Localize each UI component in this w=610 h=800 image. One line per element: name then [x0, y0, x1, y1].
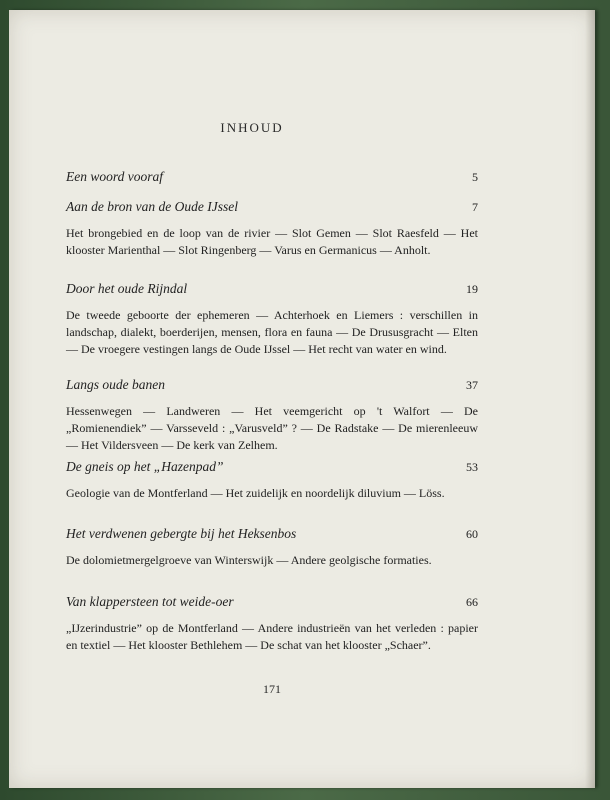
toc-entry-description: De tweede geboorte der ephemeren — Achterhoek en Liemers : verschillen in landschap, dialekt, boerderijen, mensen, flora en fauna — De Drususgracht — Elten — De vroegere vestingen langs de Oude IJssel — Het recht van water en wind.: [66, 308, 478, 356]
page-title: INHOUD: [220, 120, 284, 135]
toc-entry: [66, 458, 478, 502]
toc-entry-description: Hessenwegen — Landweren — Het veemgericht op 't Walfort — De „Romienendiek” — Varsseveld : „Varusveld” ? — De Radstake — De mierenleeuw — Het Vildersveen — De kerk van Zelhem.: [66, 404, 478, 452]
toc-entry-page: 19: [466, 282, 478, 296]
toc-entry-page: 60: [466, 527, 478, 541]
page-edge-shadow: [585, 10, 595, 788]
toc-entry-heading: [66, 168, 478, 186]
toc-entry-description: Het brongebied en de loop van de rivier — Slot Gemen — Slot Raesfeld — Het klooster Marienthal — Slot Ringenberg — Varus en Germanicus — Anholt.: [66, 226, 478, 257]
toc-entry-title: De gneis op het „Hazenpad”: [66, 459, 224, 474]
toc-entry-heading: [66, 198, 478, 216]
toc-entry-description: De dolomietmergelgroeve van Winterswijk — Andere geolgische formaties.: [66, 553, 432, 567]
toc-entry-description: „IJzerindustrie” op de Montferland — Andere industrieën van het verleden : papier en textiel — Het klooster Bethlehem — De schat van het klooster „Schaer”.: [66, 621, 478, 652]
toc-entry-heading: [66, 376, 478, 394]
page-number: 171: [263, 682, 281, 696]
toc-entry: [66, 168, 478, 186]
toc-entry-title: Het verdwenen gebergte bij het Heksenbos: [66, 526, 297, 541]
toc-entry-title: Door het oude Rijndal: [66, 281, 188, 296]
toc-entry-heading: [66, 280, 478, 298]
toc-entry-heading: [66, 458, 478, 476]
toc-entry-heading: [66, 593, 478, 611]
toc-entry-page: 7: [472, 200, 478, 214]
toc-entry-page: 37: [466, 378, 478, 392]
toc-entry-heading: [66, 525, 478, 543]
toc-entry-title: Van klappersteen tot weide-oer: [66, 594, 234, 609]
toc-entry: [66, 280, 478, 358]
toc-entry-page: 5: [472, 170, 478, 184]
toc-entry: [66, 198, 478, 259]
toc-entry: [66, 376, 478, 454]
toc-entry-page: 53: [466, 460, 478, 474]
toc-entry: [66, 593, 478, 654]
toc-entry-description: Geologie van de Montferland — Het zuidelijk en noordelijk diluvium — Löss.: [66, 486, 445, 500]
toc-entry: [66, 525, 478, 569]
toc-entry-title: Aan de bron van de Oude IJssel: [66, 199, 238, 214]
toc-entry-title: Langs oude banen: [66, 377, 165, 392]
toc-entry-title: Een woord vooraf: [66, 169, 163, 184]
toc-entry-page: 66: [466, 595, 478, 609]
book-page: [9, 10, 595, 788]
